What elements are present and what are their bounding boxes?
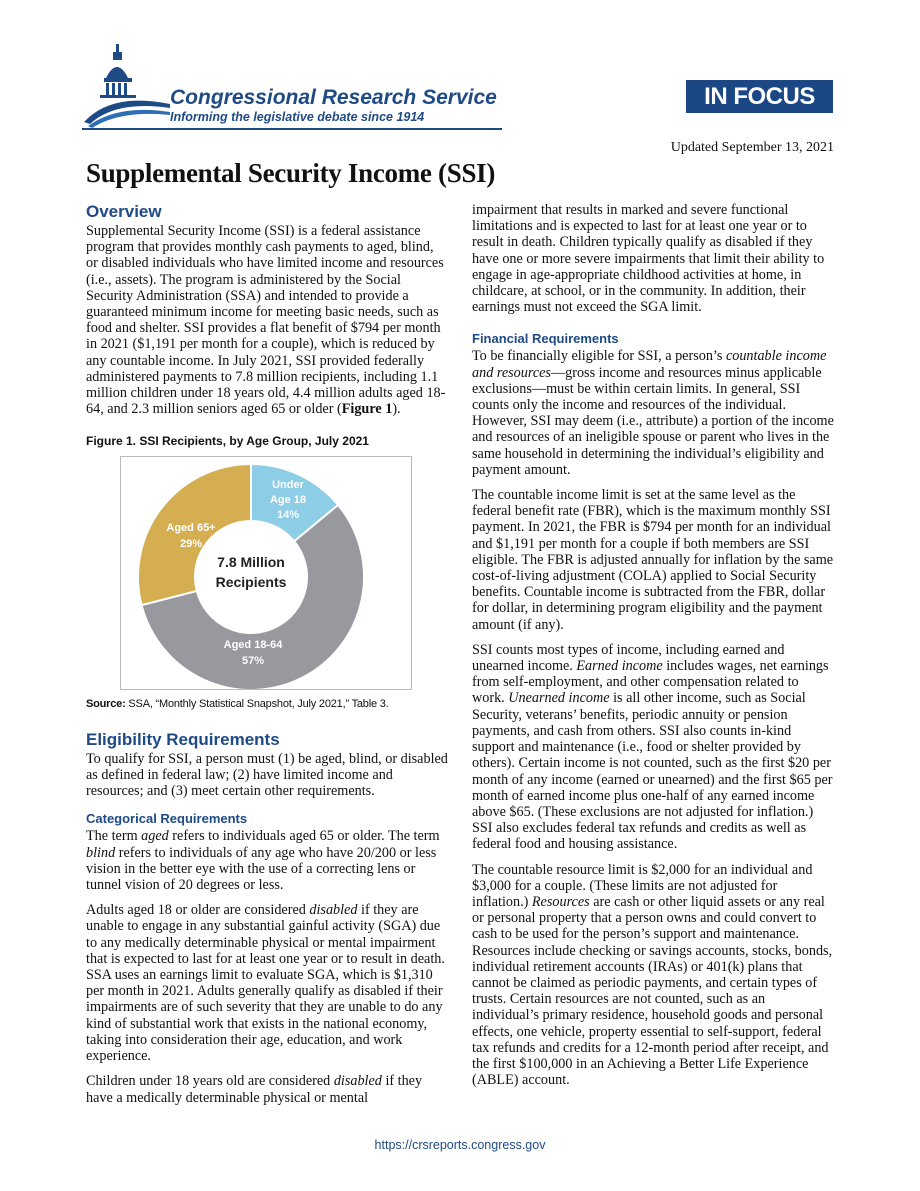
categorical-paragraph-2: Adults aged 18 or older are considered disabled if they are unable to engage in any substantial gainful activity (SGA) due to any medically determinable physical or mental impairment that is expected to last for at least one year or to result in death. SSA uses an earnings limit to evaluate SGA, which is $1,310 per month in 2021. Adults generally qualify as disabled if their impairments are of such severity that they are unable to do any kind of substantial work that exists in the national economy, taking into consideration their age, education, and work experience. [86, 902, 445, 1065]
eligibility-heading: Eligibility Requirements [86, 729, 280, 749]
page-title: Supplemental Security Income (SSI) [86, 158, 496, 188]
footer-url-link[interactable]: https://crsreports.congress.gov [374, 1138, 546, 1152]
financial-heading: Financial Requirements [472, 331, 619, 347]
figure-title: Figure 1. SSI Recipients, by Age Group, July 2021 [86, 434, 369, 449]
slice-label-65-plus-pct: 29% [179, 537, 203, 550]
financial-paragraph-3: SSI counts most types of income, including earned and unearned income. Earned income includes wages, net earnings from self-employment, and other compensation related to work. Unearned income is all other income, such as Social Security, veterans’ benefits, periodic annuity or pension payments, and cash from others. SSI also counts in-kind support and maintenance (i.e., food or shelter provided by others). Certain income is not counted, such as the first $20 per month of any income (earned or unearned) and the first $65 per month of earned income plus one-half of any earned income above $65. (These exclusions are not adjusted for inflation.) SSI also excludes federal tax refunds and credits as well as federal food and housing assistance. [472, 641, 833, 853]
slice-label-18-64-pct: 57% [241, 654, 265, 667]
slice-label-65-plus-line-1: Aged 65+ [166, 521, 216, 534]
figure-frame [120, 456, 412, 690]
org-name: Congressional Research Service [170, 86, 497, 109]
eligibility-intro: To qualify for SSI, a person must (1) be aged, blind, or disabled as defined in federal law; (2) have limited income and resources; and (3) meet certain other requirements. [86, 750, 448, 800]
categorical-heading: Categorical Requirements [86, 811, 248, 827]
categorical-paragraph-3-continued: impairment that results in marked and severe functional limitations and is expected to last for at least one year or to result in death. Children typically qualify as disabled if they have one or more severe impairments that limit their ability to engage in age-appropriate childhood activities at home, in childcare, at school, or in the community. In addition, their earnings must not exceed the SGA limit. [472, 202, 825, 316]
financial-paragraph-4: The countable resource limit is $2,000 for an individual and $3,000 for a couple. (These limits are not adjusted for inflation.) Resources are cash or other liquid assets or any real or personal property that a person owns and could convert to cash to be used for the person’s support and maintenance. Resources include checking or savings accounts, stocks, bonds, individual retirement accounts (IRAs) or 401(k) plans that cannot be claimed as periodic payments, and certain types of trusts. Certain resources are not counted, such as an individual’s primary residence, household goods and personal effects, one vehicle, property essential to self-support, federal tax refunds and credits for a 12-month period after receipt, and the first $100,000 in an Achieving a Better Life Experience (ABLE) account. [472, 861, 833, 1089]
overview-heading: Overview [86, 202, 162, 221]
left-column [86, 202, 448, 1115]
slice-label-under-18-pct: 14% [276, 508, 300, 521]
overview-paragraph: Supplemental Security Income (SSI) is a federal assistance program that provides monthly cash payments to aged, blind, or disabled individuals who have limited income and resources (i.e., assets). The program is administered by the Social Security Administration (SSA) and intended to provide a guaranteed minimum income for meeting basic needs, such as food and shelter. SSI provides a flat benefit of $794 per month in 2021 ($1,191 per month for a couple), which is reduced by any countable income. In July 2021, SSI provided federally administered payments to 7.8 million recipients, including 1.1 million children under 18 years old, 4.4 million adults aged 18-64, and 2.3 million seniors aged 65 or older (Figure 1). [86, 223, 446, 418]
header-rule [82, 128, 502, 130]
financial-paragraph-1: To be financially eligible for SSI, a person’s countable income and resources—gross income and resources minus applicable exclusions—must be within certain limits. In general, SSI counts only the income and resources of the individual. However, SSI may deem (i.e., attribute) a portion of the income and resources of an ineligible spouse or parent who lives in the same household in determining the individual’s eligibility and payment amount. [472, 348, 834, 478]
header [0, 0, 920, 160]
center-label-line-2: Recipients [215, 573, 287, 590]
crs-logo [82, 42, 502, 132]
slice-label-under-18-line-1: Under [272, 478, 304, 491]
updated-date: Updated September 13, 2021 [670, 140, 834, 155]
in-focus-badge: IN FOCUS [686, 80, 833, 113]
center-label-line-1: 7.8 Million [217, 553, 285, 570]
org-tagline: Informing the legislative debate since 1914 [170, 110, 425, 124]
right-column [472, 202, 834, 1097]
figure-1-reference: Figure 1 [341, 401, 393, 418]
slice-label-under-18-line-2: Age 18 [269, 493, 307, 506]
slice-label-18-64-line-1: Aged 18-64 [223, 638, 283, 651]
figure-source: Source: SSA, “Monthly Statistical Snapshot, July 2021,” Table 3. [86, 697, 389, 710]
capitol-dome-icon [82, 42, 172, 128]
financial-paragraph-2: The countable income limit is set at the same level as the federal benefit rate (FBR), which is the maximum monthly SSI payment. In 2021, the FBR is $794 per month for an individual and $1,191 per month for a couple if both members are SSI eligible. The FBR is adjusted annually for inflation by the same cost-of-living adjustment (COLA) applied to Social Security benefits. Countable income is subtracted from the FBR, dollar for dollar, in determining program eligibility and the payment amount (if any). [472, 487, 834, 633]
categorical-paragraph-3: Children under 18 years old are considered disabled if they have a medically determinable physical or mental [86, 1073, 423, 1106]
donut-chart [121, 457, 411, 689]
categorical-paragraph-1: The term aged refers to individuals aged 65 or older. The term blind refers to individuals of any age who have 20/200 or less vision in the better eye with the use of a correcting lens or tunnel vision of 20 degrees or less. [86, 828, 440, 894]
